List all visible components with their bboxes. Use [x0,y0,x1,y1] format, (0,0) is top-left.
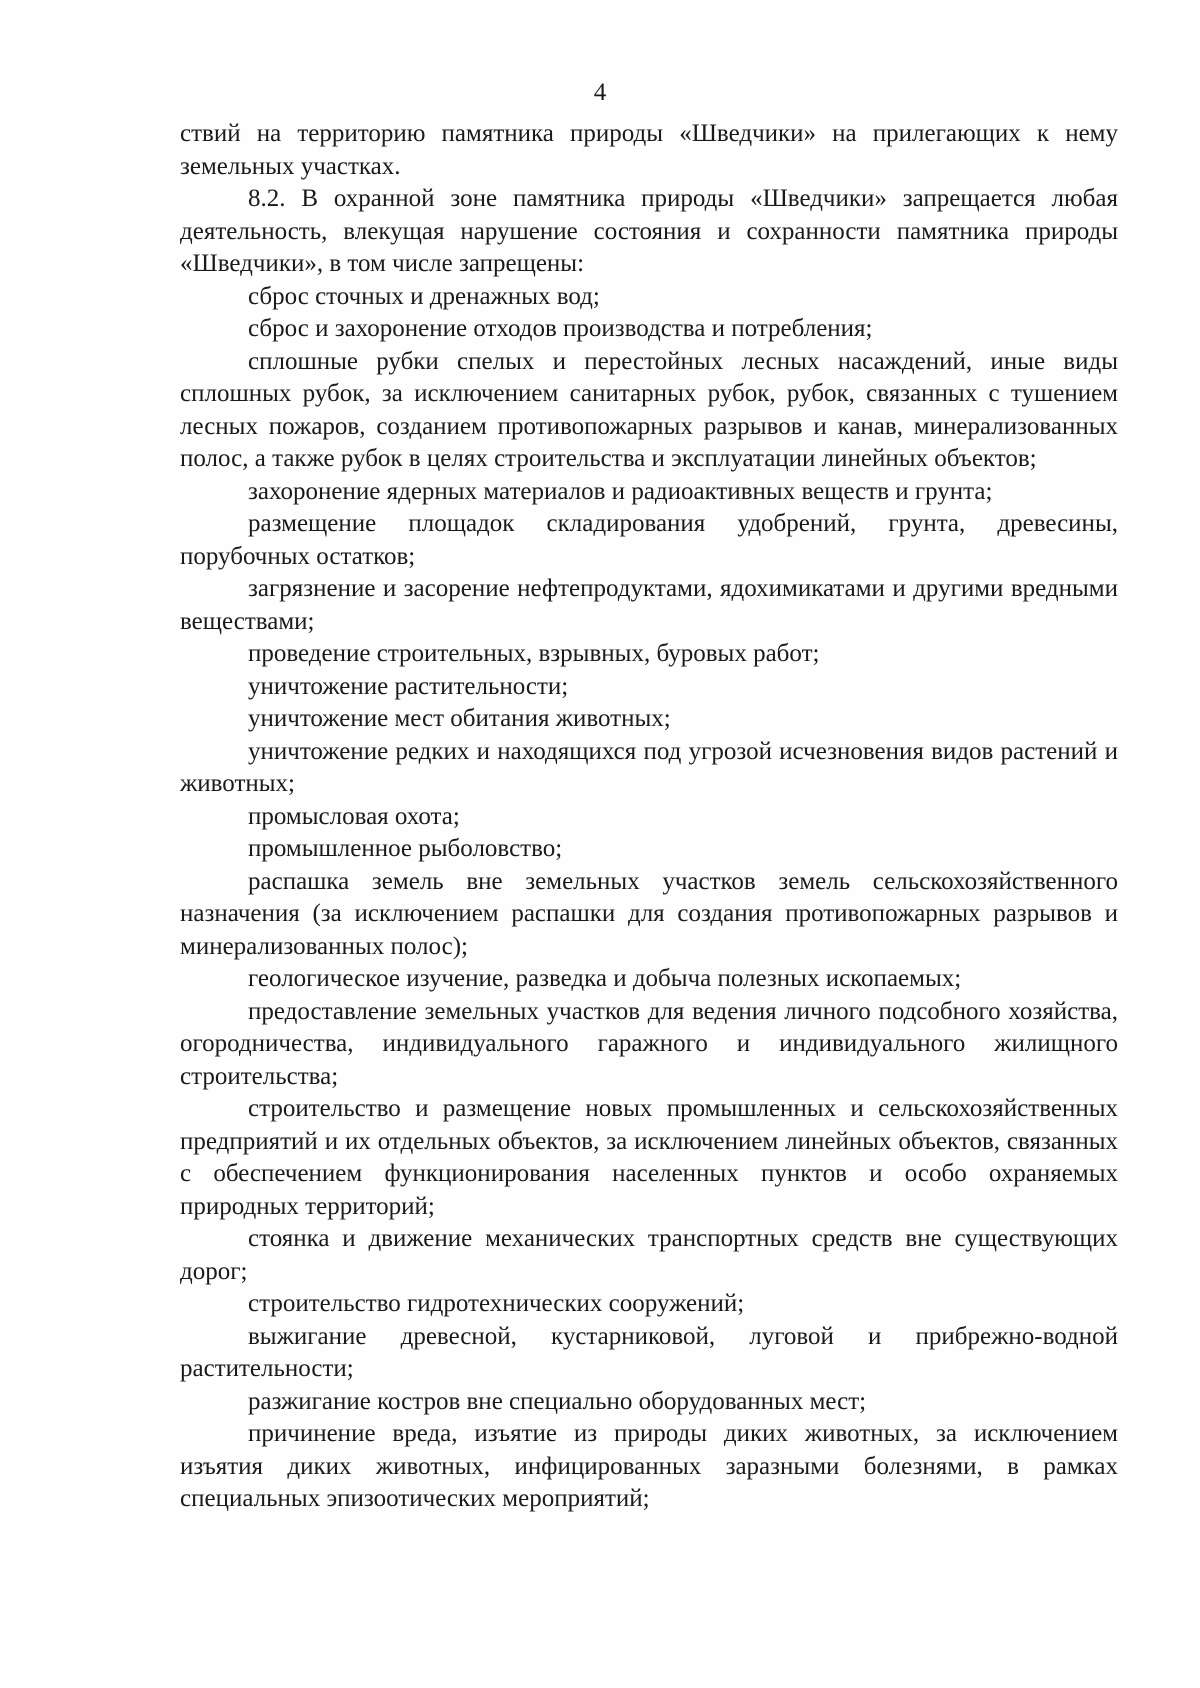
prohibition-item: строительство и размещение новых промышленных и сельскохозяйственных предприятий и их отдельных объектов, за исключением линейных объектов, связанных с обеспечением функционирования населенных пунктов и особо охраняемых природных территорий; [180,1095,1118,1220]
paragraph-continuation: ствий на территорию памятника природы «Шведчики» на прилегающих к нему земельных участках. [180,120,1118,180]
prohibition-item: предоставление земельных участков для ведения личного подсобного хозяйства, огородничества, индивидуального гаражного и индивидуального жилищного строительства; [180,997,1118,1090]
prohibition-item: стоянка и движение механических транспортных средств вне существующих дорог; [180,1225,1118,1285]
prohibition-item: сплошные рубки спелых и перестойных лесных насаждений, иные виды сплошных рубок, за исключением санитарных рубок, рубок, связанных с тушением лесных пожаров, созданием противопожарных разрывов и канав, минерализованных полос, а также рубок в целях строительства и эксплуатации линейных объектов; [180,347,1118,472]
prohibition-item: уничтожение мест обитания животных; [248,705,671,732]
prohibition-item: причинение вреда, изъятие из природы диких животных, за исключением изъятия диких животных, инфицированных заразными болезнями, в рамках специальных эпизоотических мероприятий; [180,1420,1118,1512]
prohibition-item: захоронение ядерных материалов и радиоактивных веществ и грунта; [248,477,993,505]
prohibition-item: сброс сточных и дренажных вод; [248,282,600,310]
prohibition-item: уничтожение растительности; [248,672,569,700]
prohibition-item: промышленное рыболовство; [248,835,563,862]
paragraph-section-8-2: 8.2. В охранной зоне памятника природы «Шведчики» запрещается любая деятельность, влекущая нарушение состояния и сохранности памятника природы «Шведчики», в том числе запрещены: [180,185,1118,277]
prohibition-item: размещение площадок складирования удобрений, грунта, древесины, порубочных остатков; [180,510,1118,570]
prohibition-item: уничтожение редких и находящихся под угрозой исчезновения видов растений и животных; [180,737,1118,797]
prohibition-item: геологическое изучение, разведка и добыча полезных ископаемых; [248,965,962,992]
prohibition-item: промысловая охота; [248,802,460,830]
document-body [180,118,1118,1516]
prohibition-item: разжигание костров вне специально оборудованных мест; [248,1387,867,1415]
prohibition-item: строительство гидротехнических сооружений; [248,1290,745,1317]
prohibition-item: проведение строительных, взрывных, буровых работ; [248,640,820,667]
prohibition-item: загрязнение и засорение нефтепродуктами, ядохимикатами и другими вредными веществами; [180,575,1118,635]
prohibition-item: выжигание древесной, кустарниковой, луговой и прибрежно-водной растительности; [180,1322,1118,1382]
prohibition-item: распашка земель вне земельных участков земель сельскохозяйственного назначения (за исключением распашки для создания противопожарных разрывов и минерализованных полос); [180,867,1118,960]
page-number: 4 [593,79,607,106]
prohibition-item: сброс и захоронение отходов производства и потребления; [248,315,873,342]
